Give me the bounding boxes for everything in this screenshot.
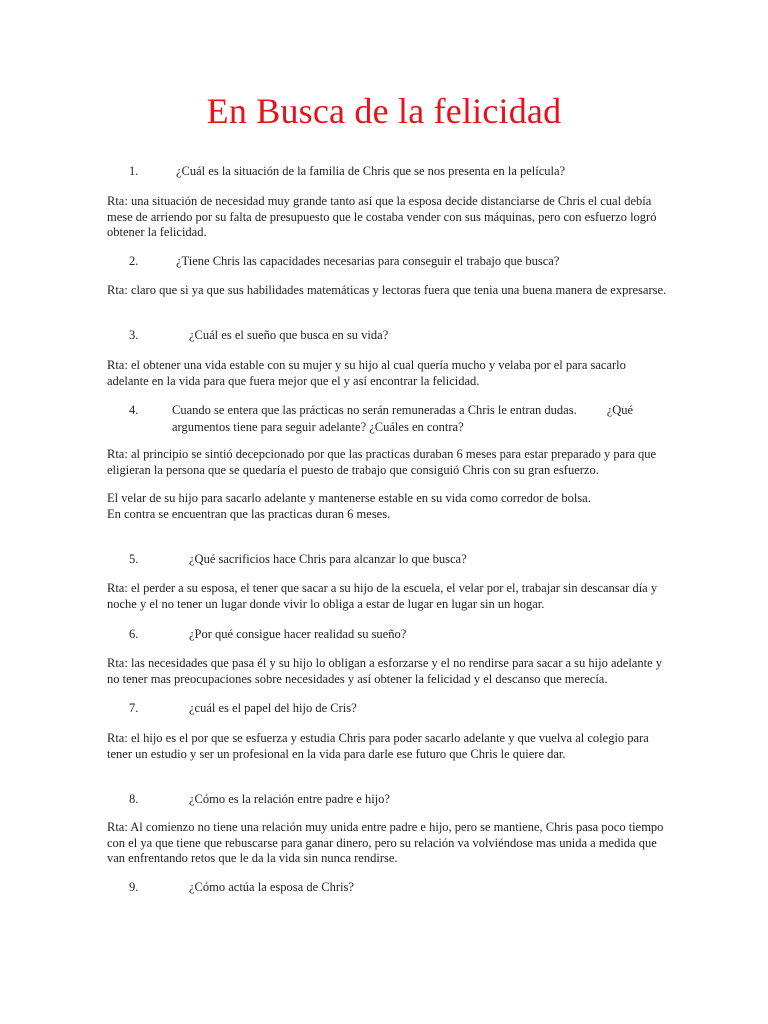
- question-1: [129, 163, 565, 179]
- answer-text: Rta: el perder a su esposa, el tener que sacar a su hijo de la escuela, el velar por el, trabajar sin descansar día y noche y el no tener un lugar donde vivir lo obliga a estar de lugar en lugar sin un hogar.: [107, 581, 658, 611]
- answer-2: [107, 283, 667, 299]
- question-number: 5.: [129, 552, 139, 566]
- question-number: 9.: [129, 880, 139, 894]
- question-number: 1.: [129, 164, 139, 178]
- answer-text: Rta: al principio se sintió decepcionado por que las practicas duraban 6 meses para estar preparado y para que eligieran la persona que se quedaría el puesto de trabajo que consiguió Chris con su gran esfuerzo.: [107, 447, 657, 477]
- answer-5: [107, 581, 667, 612]
- question-text: ¿Cuál es la situación de la familia de Chris que se nos presenta en la película?: [176, 164, 566, 178]
- question-text: ¿Tiene Chris las capacidades necesarias para conseguir el trabajo que busca?: [176, 254, 560, 268]
- answer-text: Rta: el obtener una vida estable con su mujer y su hijo al cual quería mucho y velaba por el para sacarlo adelante en la vida para que fuera mejor que el y así encontrar la felicidad.: [107, 358, 626, 388]
- answer-extra-1: El velar de su hijo para sacarlo adelante y mantenerse estable en su vida como corredor de bolsa.: [107, 491, 591, 505]
- answer-7: [107, 731, 667, 762]
- question-9: [129, 879, 354, 895]
- question-8: [129, 791, 390, 807]
- question-number: 8.: [129, 792, 139, 806]
- question-7: [129, 700, 357, 716]
- answer-1: [107, 194, 667, 241]
- answer-4: [107, 447, 667, 478]
- question-6: [129, 626, 406, 642]
- question-text: ¿cuál es el papel del hijo de Cris?: [189, 701, 357, 715]
- answer-extra-2: En contra se encuentran que las practicas duran 6 meses.: [107, 506, 391, 521]
- question-text: ¿Por qué consigue hacer realidad su sueño?: [189, 627, 407, 641]
- answer-text: Rta: una situación de necesidad muy grande tanto así que la esposa decide distanciarse de Chris el cual debía mese de arriendo por su falta de presupuesto que le costaba vender con sus máquinas, pero con esfuerzo logró obtener la felicidad.: [107, 194, 657, 239]
- answer-3: [107, 358, 667, 389]
- question-2: [129, 253, 559, 269]
- question-number: 3.: [129, 328, 139, 342]
- question-text-line1b: ¿Qué: [606, 403, 634, 417]
- question-number: 2.: [129, 254, 139, 268]
- answer-text: Rta: Al comienzo no tiene una relación muy unida entre padre e hijo, pero se mantiene, Chris pasa poco tiempo con el ya que tiene que rebuscarse para ganar dinero, pero su relación va volviéndose mas unida a medida que van enfrentando retos que le da la vida sin nunca rendirse.: [107, 820, 664, 865]
- question-3: [129, 327, 388, 343]
- question-4: [129, 402, 633, 436]
- question-text: ¿Cuál es el sueño que busca en su vida?: [189, 328, 389, 342]
- question-text: ¿Cómo es la relación entre padre e hijo?: [189, 792, 390, 806]
- answer-8: [107, 820, 667, 867]
- question-5: [129, 551, 467, 567]
- question-text-line1: Cuando se entera que las prácticas no serán remuneradas a Chris le entran dudas.: [172, 403, 577, 417]
- question-text-line2: argumentos tiene para seguir adelante? ¿Cuáles en contra?: [172, 420, 464, 434]
- answer-text: Rta: las necesidades que pasa él y su hijo lo obligan a esforzarse y el no rendirse para sacar a su hijo adelante y no tener mas preocupaciones sobre necesidades y así obtener la felicidad y el descanso que merecía.: [107, 656, 663, 686]
- question-number: 4.: [129, 403, 139, 417]
- answer-text: Rta: el hijo es el por que se esfuerza y estudia Chris para poder sacarlo adelante y que vuelva al colegio para tener un estudio y ser un profesional en la vida para darle ese futuro que Chris le quiere dar.: [107, 731, 649, 761]
- question-text: ¿Cómo actúa la esposa de Chris?: [189, 880, 354, 894]
- answer-4-extra: [107, 491, 667, 522]
- document-title: En Busca de la felicidad: [206, 91, 562, 131]
- answer-6: [107, 656, 667, 687]
- question-number: 7.: [129, 701, 139, 715]
- question-text: ¿Qué sacrificios hace Chris para alcanzar lo que busca?: [189, 552, 467, 566]
- answer-text: Rta: claro que si ya que sus habilidades matemáticas y lectoras fuera que tenia una buena manera de expresarse.: [107, 283, 667, 297]
- question-number: 6.: [129, 627, 139, 641]
